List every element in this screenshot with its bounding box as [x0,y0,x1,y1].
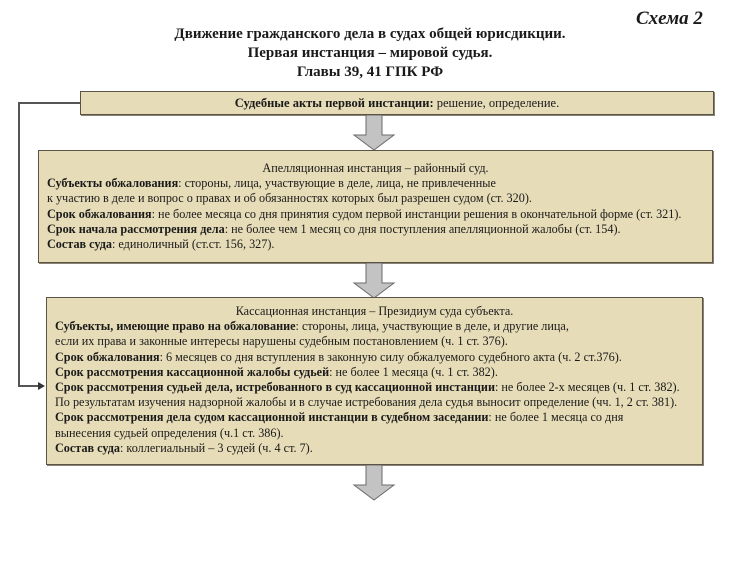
box3-line-bold: Срок обжалования [55,349,160,364]
box2-line [47,176,712,191]
box3-line-text: : коллегиальный – 3 судей (ч. 4 ст. 7). [120,440,313,455]
box1-text: решение, определение. [433,96,560,110]
box3-line-text: вынесения судьей определения (ч.1 ст. 386). [55,425,284,440]
scheme-label: Схема 2 [636,8,703,29]
box3-line-bold: Срок рассмотрения судьей дела, истребованного в суд кассационной инстанции [55,380,495,395]
connector-line-bottom [18,385,40,387]
box3-line-text: : не более 1 месяца со дня [488,410,624,425]
box2-line-text: : не более чем 1 месяц со дня поступления апелляционной жалобы (ст. 154). [224,221,621,236]
box3-line-text: если их права и законные интересы нарушены судебным постановлением (ч. 1 ст. 376). [55,334,508,349]
box2-line [47,207,712,222]
box1-bold-label: Судебные акты первой инстанции: [234,96,434,110]
box3-line [55,365,702,380]
box3-line-bold: Срок рассмотрения дела судом кассационной инстанции в судебном заседании [55,410,489,425]
box2-line-text: : единоличный (ст.ст. 156, 327). [112,237,275,252]
connector-line-top [18,102,80,104]
cassation-instance-box [46,297,703,465]
box3-line [55,410,702,425]
first-instance-acts-box [80,91,714,115]
box3-line [55,319,702,334]
down-arrow-icon [350,115,398,151]
box3-line [55,350,702,365]
box3-line-text: По результатам изучения надзорной жалобы и в случае истребования дела судья выносит определение (чч. 1, 2 ст. 381). [55,395,678,410]
box3-line-text: : стороны, лица, участвующие в деле, и другие лица, [295,319,569,334]
connector-line-vertical [18,102,20,386]
down-arrow-icon [350,465,398,501]
title-line-3: Главы 39, 41 ГПК РФ [296,64,444,80]
down-arrow-icon [350,263,398,299]
box3-line-bold: Состав суда [55,440,120,455]
box3-line-text: : не более 1 месяца (ч. 1 ст. 382). [329,364,498,379]
box3-line [55,334,702,349]
box3-line-text: : 6 месяцев со дня вступления в законную силу обжалуемого судебного акта (ч. 2 ст.376). [159,349,622,364]
box2-line-bold: Субъекты обжалования [47,176,179,191]
box3-line [55,426,702,441]
box2-line-bold: Состав суда [47,237,112,252]
box2-line-bold: Срок обжалования [47,206,152,221]
box3-line [55,380,702,395]
box2-line-bold: Срок начала рассмотрения дела [47,221,225,236]
box3-line-bold: Субъекты, имеющие право на обжалование [55,319,296,334]
box3-line-bold: Срок рассмотрения кассационной жалобы судьей [55,364,330,379]
title-line-2: Первая инстанция – мировой судья. [247,45,493,61]
box3-line-text: : не более 2-х месяцев (ч. 1 ст. 382). [494,380,680,395]
appeal-instance-box [38,150,713,263]
box2-line-text: : не более месяца со дня принятия судом первой инстанции решения в окончательной форме (ст. 321). [151,206,682,221]
box2-line [47,191,712,206]
box2-heading: Апелляционная инстанция – районный суд. [262,161,489,175]
box2-line [47,237,712,252]
box3-line [55,441,702,456]
diagram-title [100,25,640,82]
box3-heading: Кассационная инстанция – Президиум суда субъекта. [235,304,514,318]
title-line-1: Движение гражданского дела в судах общей юрисдикции. [174,26,566,42]
connector-arrowhead-icon [38,382,45,390]
box2-line [47,222,712,237]
box2-line-text: к участию в деле и вопрос о правах и об обязанностях которых был разрешен судом (ст. 320). [47,191,532,206]
box3-line [55,395,702,410]
box2-line-text: : стороны, лица, участвующие в деле, лица, не привлеченные [178,176,496,191]
